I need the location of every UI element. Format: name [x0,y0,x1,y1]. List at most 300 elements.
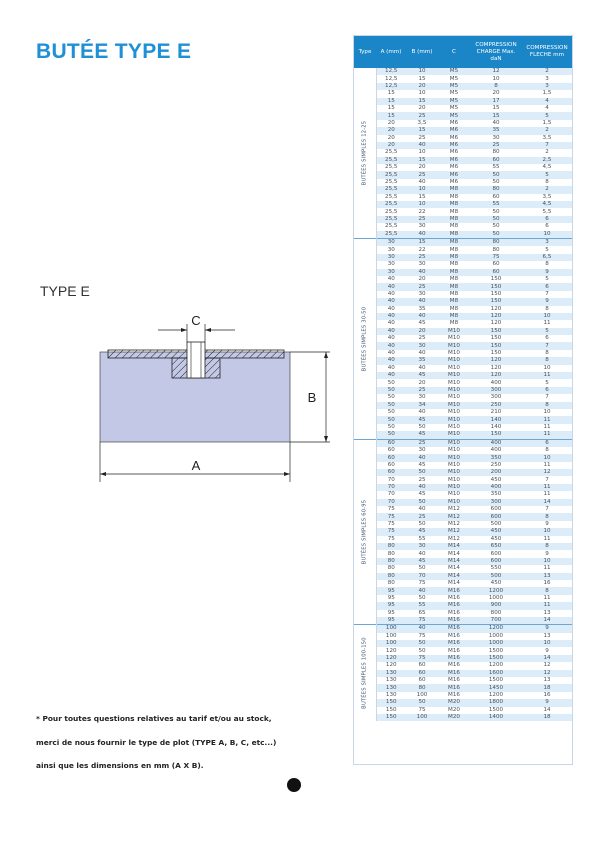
table-row [354,625,572,633]
table-row [354,68,572,75]
table-row [354,350,572,357]
table-cell: 15 [376,98,406,105]
table-cell: 8 [545,305,549,312]
table-cell: 50 [418,647,426,654]
table-cell: M16 [448,647,460,654]
table-row [354,610,572,617]
table-cell: 40 [418,409,426,416]
table-cell: 15 [376,112,406,119]
table-cell: 75 [406,655,438,662]
table-row [354,692,572,699]
table-cell: 50 [376,402,406,409]
table-cell: 1500 [488,647,504,654]
table-cell: 9 [545,550,549,557]
table-cell: 1500 [470,655,522,662]
table-cell: 50 [470,231,522,239]
table-cell: 5,5 [542,208,552,215]
table-row [354,194,572,201]
table-cell: 40 [376,313,406,320]
table-cell: 100 [385,632,397,639]
table-cell: 8 [545,350,549,357]
table-row [354,699,572,706]
table-cell: 20 [376,127,406,134]
table-cell: 40 [406,454,438,461]
table-cell: 11 [522,484,572,491]
table-cell: 40 [418,506,426,513]
table-cell: 6 [545,223,549,230]
table-row [354,469,572,476]
table-cell: M14 [448,565,460,572]
table-row [354,298,572,305]
table-cell: 75 [406,617,438,625]
table-cell: M10 [438,454,470,461]
group-label: BUTÉES SIMPLES 100-150 [361,637,368,710]
table-cell: 5 [545,379,549,386]
table-cell: M8 [438,254,470,261]
table-cell: M8 [438,201,470,208]
table-cell: 1200 [488,662,504,669]
table-cell: 75 [418,632,426,639]
table-row [354,365,572,372]
table-cell: 15 [406,127,438,134]
table-cell: 1000 [488,632,504,639]
table-cell: 30 [418,394,426,401]
table-row [354,231,572,239]
table-cell: 50 [376,416,406,423]
table-cell: 60 [470,157,522,164]
spec-table [354,36,572,721]
table-cell: 1450 [470,684,522,691]
table-cell: 5 [522,171,572,178]
table-cell: 40 [376,357,406,364]
table-cell: 25 [406,387,438,394]
table-cell: 600 [490,506,502,513]
table-row [354,276,572,283]
table-cell: 1200 [488,692,504,698]
table-cell: 40 [406,313,438,320]
table-cell: M6 [449,134,459,141]
table-row [354,424,572,431]
table-cell: 9 [522,699,572,706]
table-cell: M12 [448,535,460,542]
table-cell: 45 [406,416,438,423]
table-row [354,528,572,535]
buffer-diagram [90,312,330,482]
table-cell: 35 [470,127,522,134]
table-cell: 25,5 [376,171,406,178]
table-cell: 700 [470,617,522,625]
table-cell: M5 [438,68,470,75]
table-cell: 1200 [470,587,522,594]
spec-table-panel [353,35,573,765]
table-cell: 25 [406,513,438,520]
table-row [354,254,572,261]
table-cell: 2 [545,149,549,156]
table-cell: M10 [438,402,470,409]
table-row [354,647,572,654]
table-cell: 150 [385,706,397,713]
table-cell: 15 [470,112,522,119]
table-cell: 5 [522,112,572,119]
table-cell: M14 [448,550,460,557]
table-cell: 70 [376,484,406,491]
table-cell: 60 [376,469,406,476]
table-cell: M8 [438,238,470,246]
table-row [354,640,572,647]
table-cell: 3 [522,238,572,246]
table-cell: 18 [522,684,572,691]
table-cell: 30 [418,447,426,454]
table-cell: 14 [543,706,551,713]
table-cell: 60 [418,662,426,669]
table-row [354,595,572,602]
table-cell: 11 [522,416,572,423]
table-row [354,387,572,394]
table-cell: 80 [376,558,406,565]
table-cell: 140 [490,423,502,430]
table-cell: 50 [406,640,438,647]
table-cell: M8 [449,193,459,200]
table-cell: 20 [387,134,395,141]
page-marker-dot [287,778,301,792]
table-cell: 250 [490,461,502,468]
table-cell: 400 [490,447,502,454]
table-cell: 400 [470,484,522,491]
table-cell: 60 [387,461,395,468]
table-cell: 45 [406,372,438,379]
table-cell: 7 [545,476,549,483]
table-cell: 8 [545,179,549,186]
table-row [354,186,572,193]
table-cell: M8 [438,186,470,193]
table-cell: 11 [522,372,572,379]
table-cell: M8 [449,223,459,230]
table-row [354,602,572,609]
table-cell: M10 [448,335,460,342]
table-cell: 25,5 [376,201,406,208]
table-cell: 600 [490,550,502,557]
table-cell: M8 [449,208,459,215]
table-cell: 1000 [488,594,504,601]
table-cell: M16 [448,677,460,684]
table-cell: 40 [387,290,395,297]
table-cell: 150 [490,290,502,297]
table-cell: 40 [387,335,395,342]
table-row [354,223,572,230]
table-cell: 13 [543,677,551,684]
table-cell: 1400 [470,714,522,721]
table-row [354,98,572,105]
table-cell: 55 [492,164,500,171]
table-cell: 60 [492,261,500,268]
table-cell: 6 [522,439,572,447]
table-cell: M10 [438,328,470,335]
table-row [354,499,572,506]
table-cell: 450 [490,535,502,542]
table-body [354,68,572,721]
table-cell: M16 [438,670,470,677]
table-cell: 50 [387,423,395,430]
table-cell: 8 [522,402,572,409]
table-cell: 140 [470,416,522,423]
table-cell: M10 [438,499,470,506]
table-cell: 60 [492,193,500,200]
table-cell: M5 [438,83,470,90]
table-cell: M8 [438,283,470,290]
table-cell: 8 [545,447,549,454]
table-row [354,513,572,520]
table-cell: 80 [492,246,500,253]
table-cell: 40 [406,484,438,491]
table-row [354,261,572,268]
table-cell: M6 [438,157,470,164]
header-charge: COMPRESSION CHARGE Max. daN [470,36,522,68]
table-cell: 30 [418,223,426,230]
table-row [354,357,572,364]
table-cell: M14 [438,543,470,550]
table-cell: 10 [492,75,500,82]
table-cell: 10 [522,640,572,647]
table-row [354,127,572,134]
table-cell: 3 [522,83,572,90]
table-cell: 20 [406,328,438,335]
table-cell: 50 [387,394,395,401]
table-row [354,431,572,439]
table-row [354,394,572,401]
group-label: BUTÉES SIMPLES 12-25 [361,120,368,186]
table-cell: 11 [543,594,551,601]
table-row [354,670,572,677]
table-cell: 15 [418,75,426,82]
table-cell: 75 [376,513,406,520]
table-cell: M10 [448,447,460,454]
table-cell: 45 [406,528,438,535]
table-row [354,164,572,171]
table-row [354,283,572,290]
table-cell: 2,5 [522,157,572,164]
table-cell: M10 [448,364,460,371]
table-cell: 11 [522,602,572,609]
group-label-cell [354,238,376,439]
table-cell: 14 [522,617,572,625]
table-cell: 40 [376,342,406,349]
table-cell: 40 [418,364,426,371]
table-cell: 200 [470,469,522,476]
table-cell: 50 [418,594,426,601]
table-cell: M20 [448,706,460,713]
table-cell: M10 [448,409,460,416]
table-cell: 10 [543,364,551,371]
table-cell: M10 [448,476,460,483]
table-cell: 25 [406,112,438,119]
table-cell: 80 [492,149,500,156]
table-cell: 12 [543,662,551,669]
table-row [354,714,572,721]
table-cell: M8 [449,290,459,297]
table-cell: 50 [387,409,395,416]
table-row [354,573,572,580]
table-cell: 10 [418,149,426,156]
table-cell: M20 [438,699,470,706]
table-cell: 9 [522,269,572,276]
table-cell: 25 [470,142,522,149]
table-cell: 450 [490,580,502,587]
table-cell: 10 [406,68,438,75]
table-cell: 25 [418,134,426,141]
table-row [354,633,572,640]
table-cell: 800 [490,609,502,616]
table-cell: 120 [490,305,502,312]
table-cell: 11 [543,320,551,327]
table-cell: 80 [387,565,395,572]
table-cell: 650 [470,543,522,550]
table-cell: 30 [418,261,426,268]
table-row [354,439,572,447]
table-cell: 20 [406,83,438,90]
table-cell: M16 [448,632,460,639]
table-cell: M16 [438,684,470,691]
table-cell: M16 [448,692,460,698]
table-cell: 100 [376,640,406,647]
table-cell: 10 [522,231,572,239]
table-cell: M8 [449,246,459,253]
table-cell: M8 [449,305,459,312]
table-cell: 70 [387,491,395,498]
table-row [354,171,572,178]
table-row [354,379,572,386]
table-cell: 120 [385,647,397,654]
note-line-3: ainsi que les dimensions en mm (A X B). [36,761,204,770]
table-cell: M8 [449,261,459,268]
table-cell: 80 [406,684,438,691]
table-cell: 30 [406,543,438,550]
table-row [354,677,572,684]
table-cell: 10 [522,454,572,461]
table-cell: 11 [543,461,551,468]
table-cell: 80 [470,238,522,246]
dimension-a-label: A [191,458,201,473]
table-cell: 13 [522,573,572,580]
table-cell: 40 [406,142,438,149]
table-cell: 80 [387,550,395,557]
table-row [354,684,572,691]
table-row [354,216,572,223]
table-cell: M8 [438,269,470,276]
table-cell: 25 [406,439,438,447]
table-cell: 30 [406,342,438,349]
group-label-cell [354,68,376,238]
table-cell: M10 [448,394,460,401]
table-row [354,238,572,246]
table-cell: 40 [492,119,500,126]
table-cell: 8 [522,587,572,594]
table-cell: 20 [418,164,426,171]
table-row [354,484,572,491]
table-cell: 4 [545,105,549,112]
table-cell: 400 [470,439,522,447]
table-cell: M16 [438,617,470,625]
dimension-b-label: B [307,390,317,405]
table-cell: 120 [376,655,406,662]
table-cell: 45 [418,320,426,327]
table-cell: M16 [438,587,470,594]
table-cell: 20 [418,105,426,112]
table-cell: 40 [406,625,438,633]
table-row [354,372,572,379]
table-row [354,491,572,498]
table-cell: 16 [543,580,551,587]
table-cell: M5 [449,90,459,97]
table-cell: 12,5 [376,83,406,90]
table-cell: 35 [406,357,438,364]
table-cell: 5 [545,246,549,253]
table-cell: 55 [406,602,438,609]
table-row [354,83,572,90]
table-row [354,536,572,543]
table-cell: 4,5 [522,201,572,208]
table-cell: M10 [438,357,470,364]
table-cell: 60 [376,439,406,447]
table-row [354,179,572,186]
table-cell: 15 [418,193,426,200]
table-cell: 10 [418,90,426,97]
table-cell: 50 [406,469,438,476]
table-row [354,342,572,349]
table-cell: 75 [418,580,426,587]
table-cell: 300 [470,387,522,394]
table-cell: 25 [406,171,438,178]
table-cell: 95 [376,587,406,594]
table-cell: 40 [387,305,395,312]
table-cell: M10 [438,342,470,349]
table-cell: 130 [376,684,406,691]
table-cell: 25,5 [385,164,398,171]
table-cell: 13 [543,609,551,616]
table-cell: 15 [406,98,438,105]
table-cell: 45 [406,558,438,565]
table-cell: 2 [522,186,572,193]
table-cell: 50 [406,499,438,506]
table-cell: M10 [438,469,470,476]
table-cell: 350 [470,454,522,461]
table-cell: 8 [545,261,549,268]
table-cell: M5 [438,98,470,105]
table-cell: M20 [438,714,470,721]
page-title: BUTÉE TYPE E [36,40,192,63]
table-cell: M6 [438,171,470,178]
table-row [354,580,572,587]
table-cell: 7 [545,394,549,401]
table-row [354,454,572,461]
table-cell: 3 [545,75,549,82]
table-cell: 25,5 [376,157,406,164]
table-cell: 11 [522,431,572,439]
table-cell: 45 [418,461,426,468]
table-cell: 11 [543,535,551,542]
table-cell: 450 [490,476,502,483]
table-cell: 12 [470,68,522,75]
table-cell: 9 [545,521,549,528]
table-cell: M14 [438,558,470,565]
group-label-cell [354,439,376,625]
table-cell: 25,5 [385,208,398,215]
table-cell: 8 [522,543,572,550]
table-cell: M8 [438,216,470,223]
table-cell: 60 [470,269,522,276]
table-cell: 20 [376,142,406,149]
table-cell: 25,5 [376,186,406,193]
group-label: BUTÉES SIMPLES 60-95 [361,499,368,565]
